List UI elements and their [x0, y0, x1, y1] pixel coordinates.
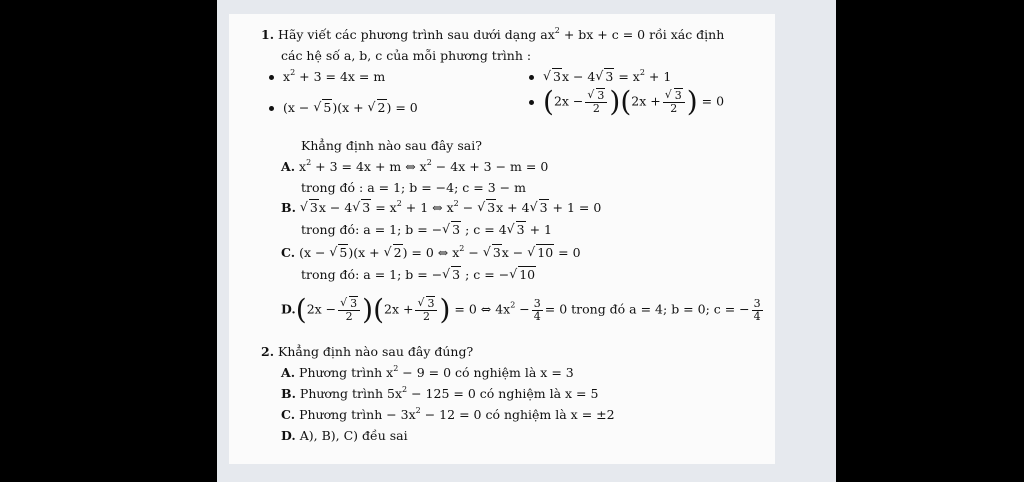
document-page	[229, 14, 775, 464]
q2-option-d: D. A), B), C) đều sai	[281, 428, 408, 443]
equation-item: √ 3x − 4√ $3 = x^2 + 1$	[529, 71, 671, 84]
bullet-icon	[269, 106, 274, 111]
q1-option-a: A. $x^2 + 3 = 4x + m$ ⇔ $x^2 - 4x + 3 - m = 0$	[281, 158, 549, 174]
q2-header	[261, 346, 473, 359]
q1-instruction-line2: các hệ số a, b, c của mỗi phương trình :	[281, 48, 532, 63]
q1-question: Khẳng định nào sau đây sai?	[301, 138, 482, 153]
equation-item: (2x − √ $\frac{3}{2}$ )(2x + √ $\frac{3}{2}$ ) = 0	[529, 90, 724, 114]
q1-option-c-note: trong đó: a = 1; b = −√ 3 ; c = −√ 10	[301, 269, 536, 282]
q1-option-d: D.(2x − √ $\frac{3}{2}$ )(2x + √ $\frac{3}{2}$ ) = 0 ⇔ $4x^2$ − $\frac{3}{4}$ = 0 trong đó a = 4; b = 0; c = − $\frac{3}{4}$	[281, 298, 765, 322]
equation-item: $x^2 + 3 = 4x = m$	[269, 71, 385, 84]
equation-item: (x − √ 5)(x + √ 2) = 0	[269, 102, 418, 115]
q1-number: 1.	[261, 27, 275, 42]
q2-number: 2.	[261, 344, 275, 359]
q2-question: Khẳng định nào sau đây đúng?	[278, 344, 474, 359]
viewer-frame	[217, 0, 836, 482]
bullet-icon	[529, 75, 534, 80]
q1-option-b: B. √ 3x − 4√ $3 = x^2 + 1$ ⇔ $x^2$ − √ 3x + 4√ 3 + 1 = 0	[281, 202, 601, 215]
q1-instruction: Hãy viết các phương trình sau dưới dạng $ax^2$ + bx + c = 0 rồi xác định	[278, 26, 725, 42]
bullet-icon	[529, 100, 534, 105]
q1-option-a-note: trong đó : a = 1; b = −4; c = 3 − m	[301, 180, 526, 195]
q2-option-c: C. Phương trình − $3x^2 - 12 = 0$ có nghiệm là x = ±2	[281, 406, 615, 422]
q1-option-b-note: trong đó: a = 1; b = −√ 3 ; c = 4√ 3 + 1	[301, 224, 552, 237]
q2-option-a: A. Phương trình $x^2 - 9 = 0$ có nghiệm là x = 3	[281, 364, 574, 380]
q1-option-c: C. (x − √ 5)(x + √ 2) = 0 ⇔ $x^2$ − √ 3x − √ 10 = 0	[281, 247, 581, 260]
q1-header-line	[261, 26, 725, 42]
q2-option-b: B. Phương trình $5x^2 - 125 = 0$ có nghiệm là x = 5	[281, 385, 599, 401]
bullet-icon	[269, 75, 274, 80]
